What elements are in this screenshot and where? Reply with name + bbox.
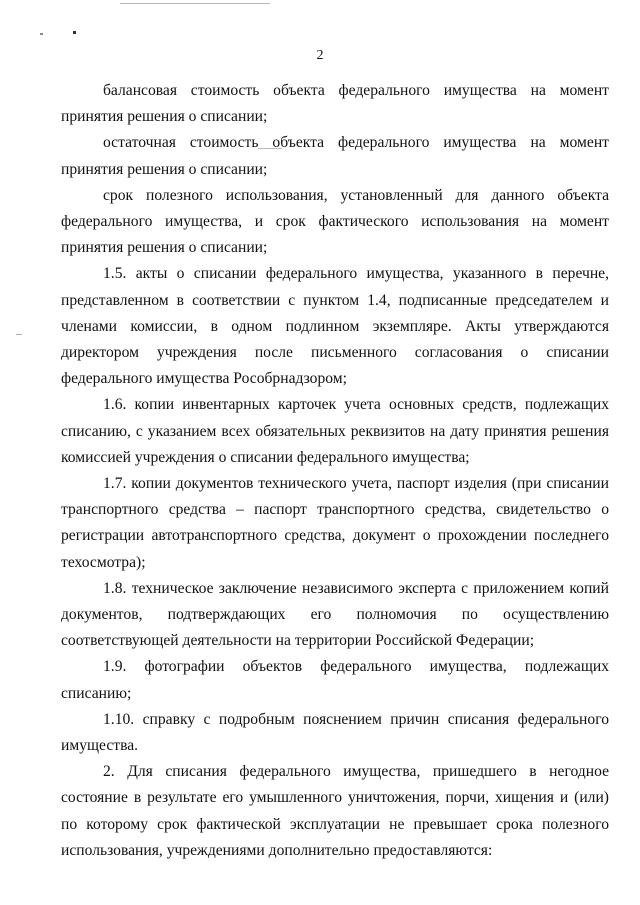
paragraph-1-10: 1.10. справку с подробным пояснением причин списания федерального имущества. <box>61 710 609 755</box>
paragraph-2: 2. Для списания федерального имущества, пришедшего в негодное состояние в результате его умышленного уничтожения, порчи, хищения и (или) по которому срок фактической эксплуатации не превышает срока полезного использования, учреждениями дополнительно предоставляются: <box>61 763 609 859</box>
scan-speck <box>73 31 76 34</box>
scan-edge-line <box>120 3 270 4</box>
document-body <box>61 78 609 864</box>
scan-speck <box>40 33 43 35</box>
paragraph-1-8: 1.8. техническое заключение независимого эксперта с приложением копий документов, подтверждающих его полномочия по осуществлению соответствующей деятельности на территории Российской Федерации; <box>61 579 609 650</box>
paragraph-1-6: 1.6. копии инвентарных карточек учета основных средств, подлежащих списанию, с указанием всех обязательных реквизитов на дату принятия решения комиссией учреждения о списании федерального имущества; <box>61 396 609 466</box>
paragraph-useful-life: срок полезного использования, установленный для данного объекта федерального имущества, и срок фактического использования на момент принятия решения о списании; <box>61 186 609 257</box>
paragraph-1-5: 1.5. акты о списании федерального имущества, указанного в перечне, представленном в соответствии с пунктом 1.4, подписанные председателем и членами комиссии, в одном подлинном экземпляре. Акты утверждаются директором учреждения после письменного согласования о списании федерального имущества Рособрнадзором; <box>61 265 609 388</box>
paragraph-balance-value: балансовая стоимость объекта федерального имущества на момент принятия решения о списании; <box>61 82 609 126</box>
paragraph-1-7: 1.7. копии документов технического учета, паспорт изделия (при списании транспортного средства – паспорт транспортного средства, свидетельство о регистрации автотранспортного средства, документ о прохождении последнего техосмотра); <box>61 475 609 571</box>
paragraph-1-9: 1.9. фотографии объектов федерального имущества, подлежащих списанию; <box>61 658 609 702</box>
page-number: 2 <box>316 48 324 63</box>
paragraph-residual-value: остаточная стоимость объекта федерального имущества на момент принятия решения о списании; <box>61 134 609 178</box>
scan-speck <box>16 334 22 335</box>
